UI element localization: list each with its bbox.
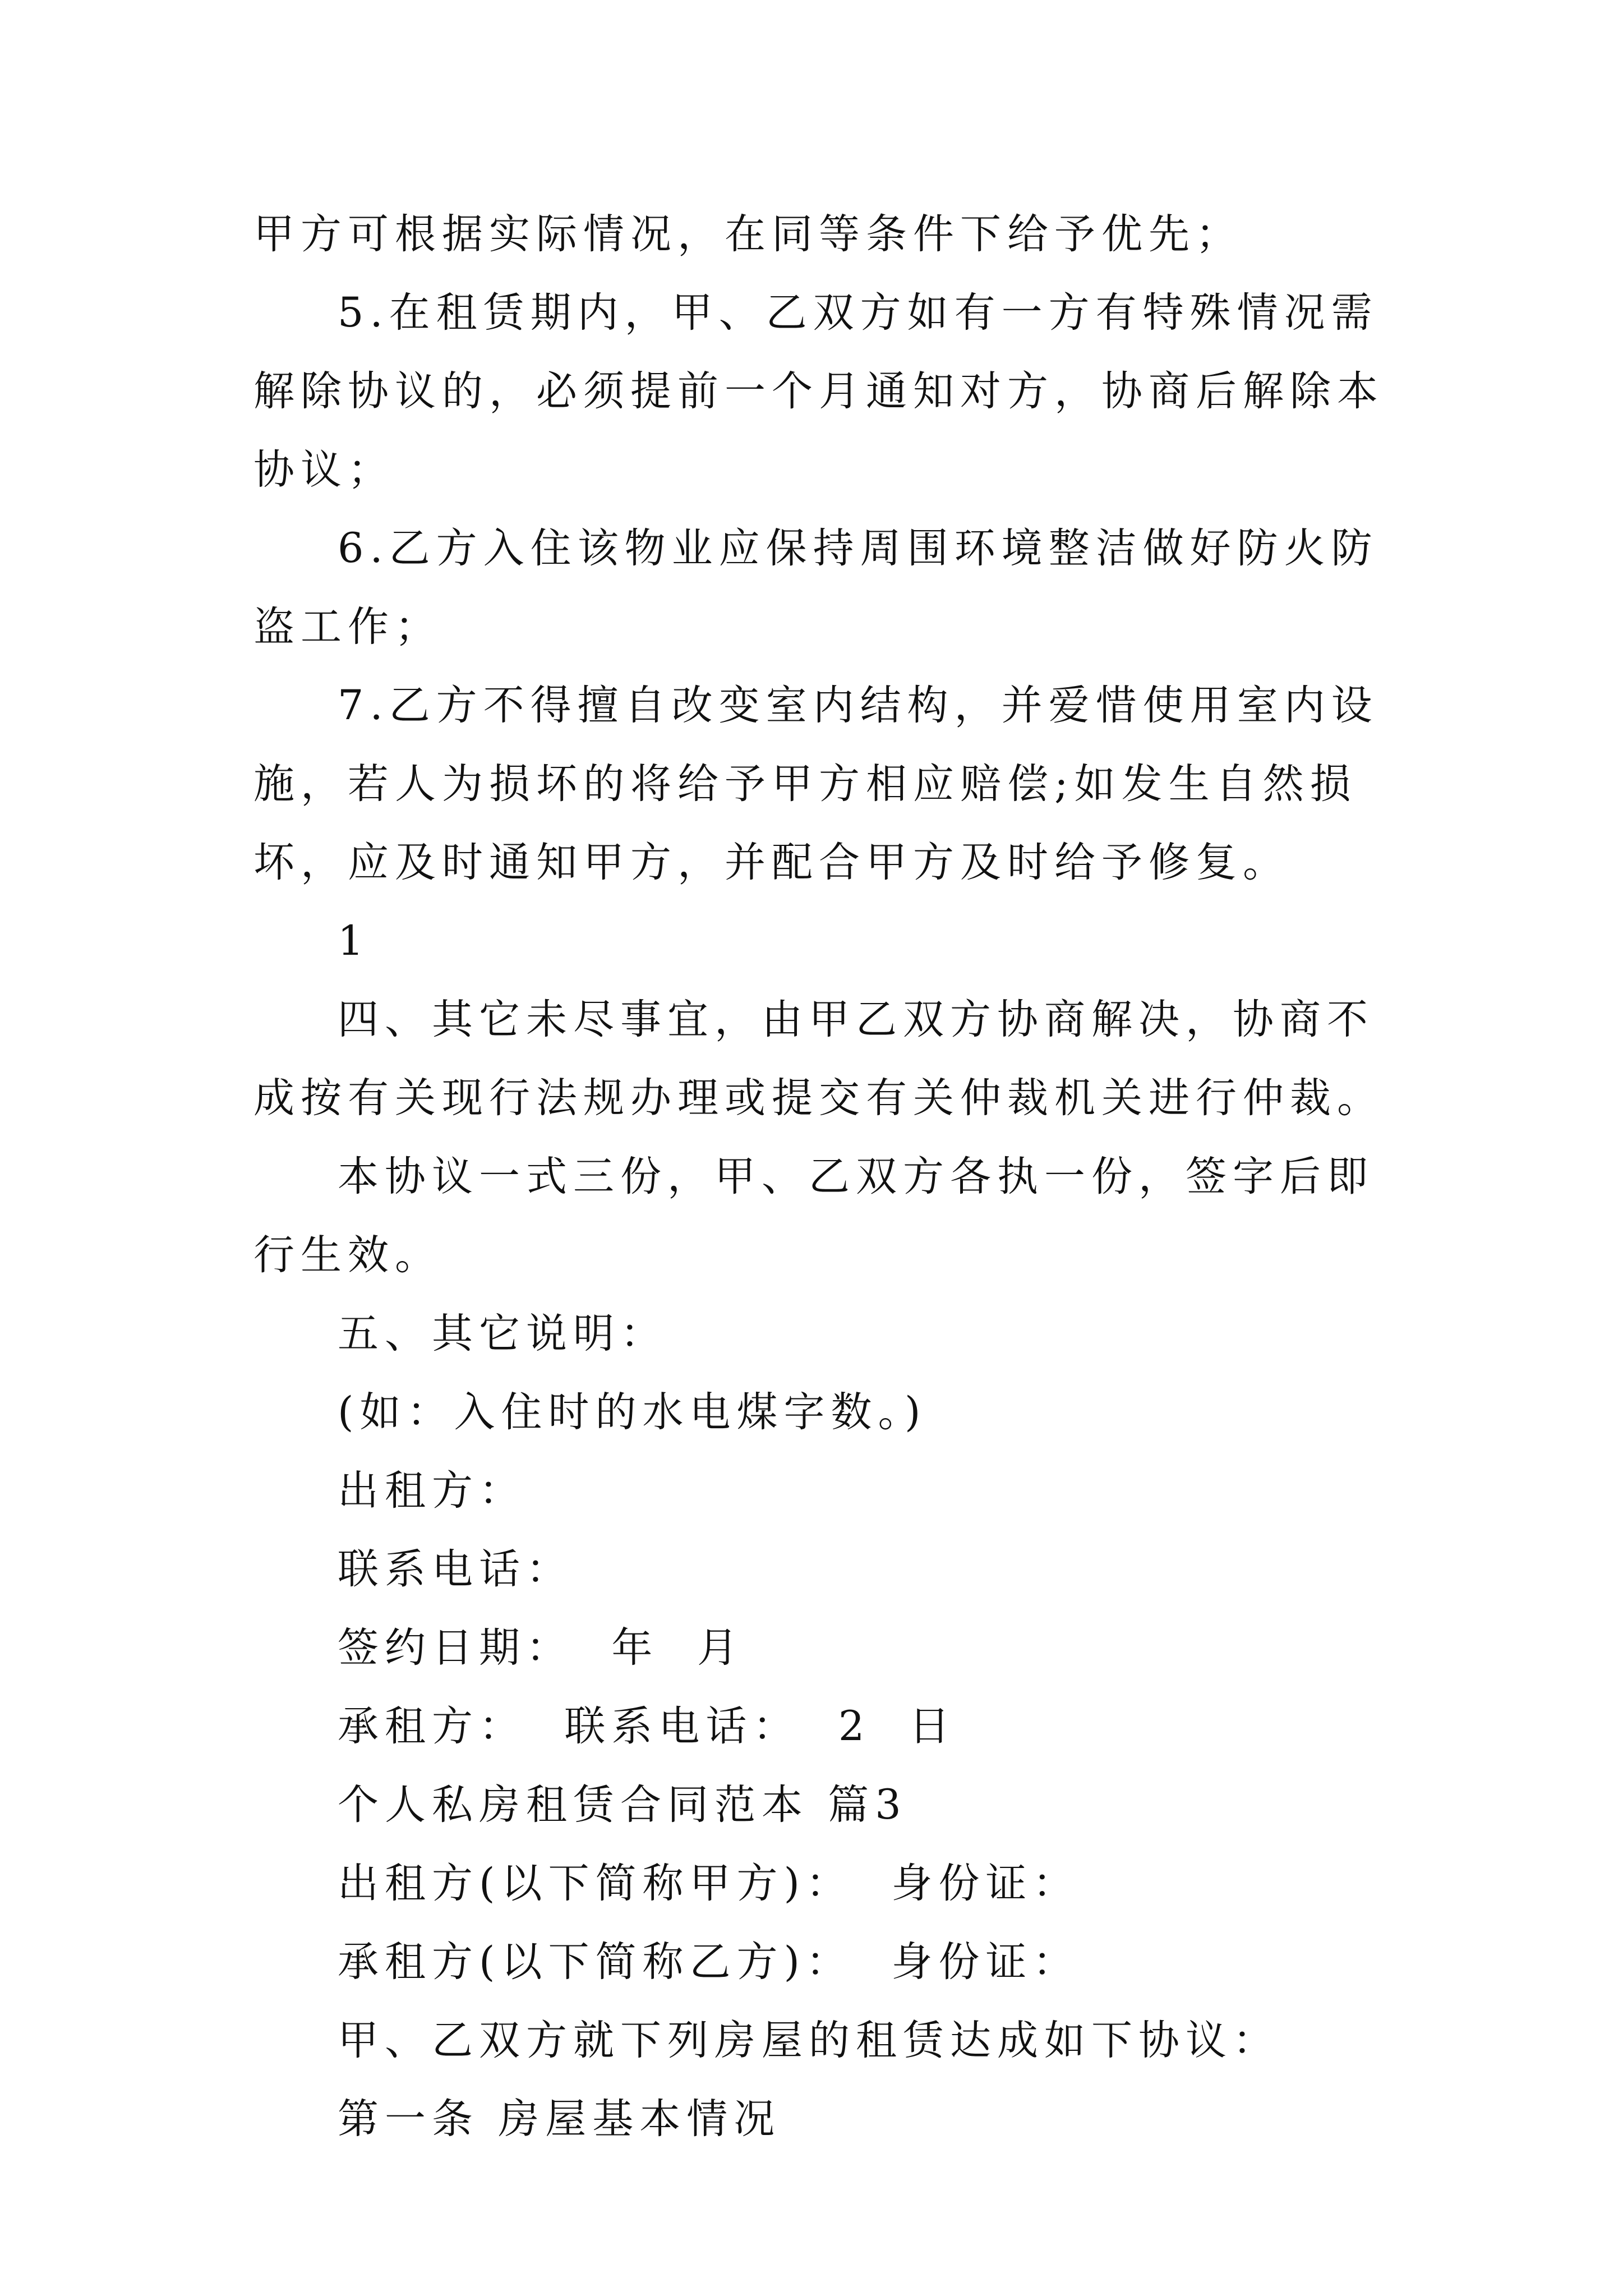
paragraph-priority-clause: 甲方可根据实际情况，在同等条件下给予优先； (253, 210, 1243, 258)
field-party-a: 出租方(以下简称甲方)： 身份证： (338, 1860, 1080, 1907)
document-body (253, 195, 1392, 2159)
section-title-template-3: 个人私房租赁合同范本 篇3 (338, 1781, 907, 1829)
field-phone: 联系电话： (338, 1545, 573, 1593)
field-sign-date: 签约日期： 年 月 (338, 1624, 744, 1672)
paragraph-clause-6: 6.乙方入住该物业应保持周围环境整洁做好防火防盗工作； (253, 524, 1378, 651)
paragraph-agreement-intro: 甲、乙双方就下列房屋的租赁达成如下协议： (338, 2017, 1280, 2064)
field-lessee-phone-day: 承租方： 联系电话： 2 日 (338, 1703, 956, 1750)
page-number: 1 (338, 917, 370, 965)
paragraph-section-5-heading: 五、其它说明： (338, 1310, 667, 1358)
paragraph-section-4: 四、其它未尽事宜，由甲乙双方协商解决，协商不成按有关现行法规办理或提交有关仲裁机关进行仲裁。 (253, 996, 1384, 1122)
field-party-b: 承租方(以下简称乙方)： 身份证： (338, 1938, 1080, 1986)
article-1-heading: 第一条 房屋基本情况 (338, 2095, 781, 2143)
paragraph-note: (如：入住时的水电煤字数。) (338, 1388, 927, 1436)
paragraph-clause-7: 7.乙方不得擅自改变室内结构，并爱惜使用室内设施，若人为损坏的将给予甲方相应赔偿;如发生自然损坏，应及时通知甲方，并配合甲方及时给予修复。 (253, 682, 1378, 886)
paragraph-copies: 本协议一式三份，甲、乙双方各执一份，签字后即行生效。 (253, 1153, 1374, 1279)
paragraph-clause-5: 5.在租赁期内，甲、乙双方如有一方有特殊情况需解除协议的，必须提前一个月通知对方，协商后解除本协议； (253, 289, 1384, 494)
field-lessor: 出租方： (338, 1467, 526, 1515)
